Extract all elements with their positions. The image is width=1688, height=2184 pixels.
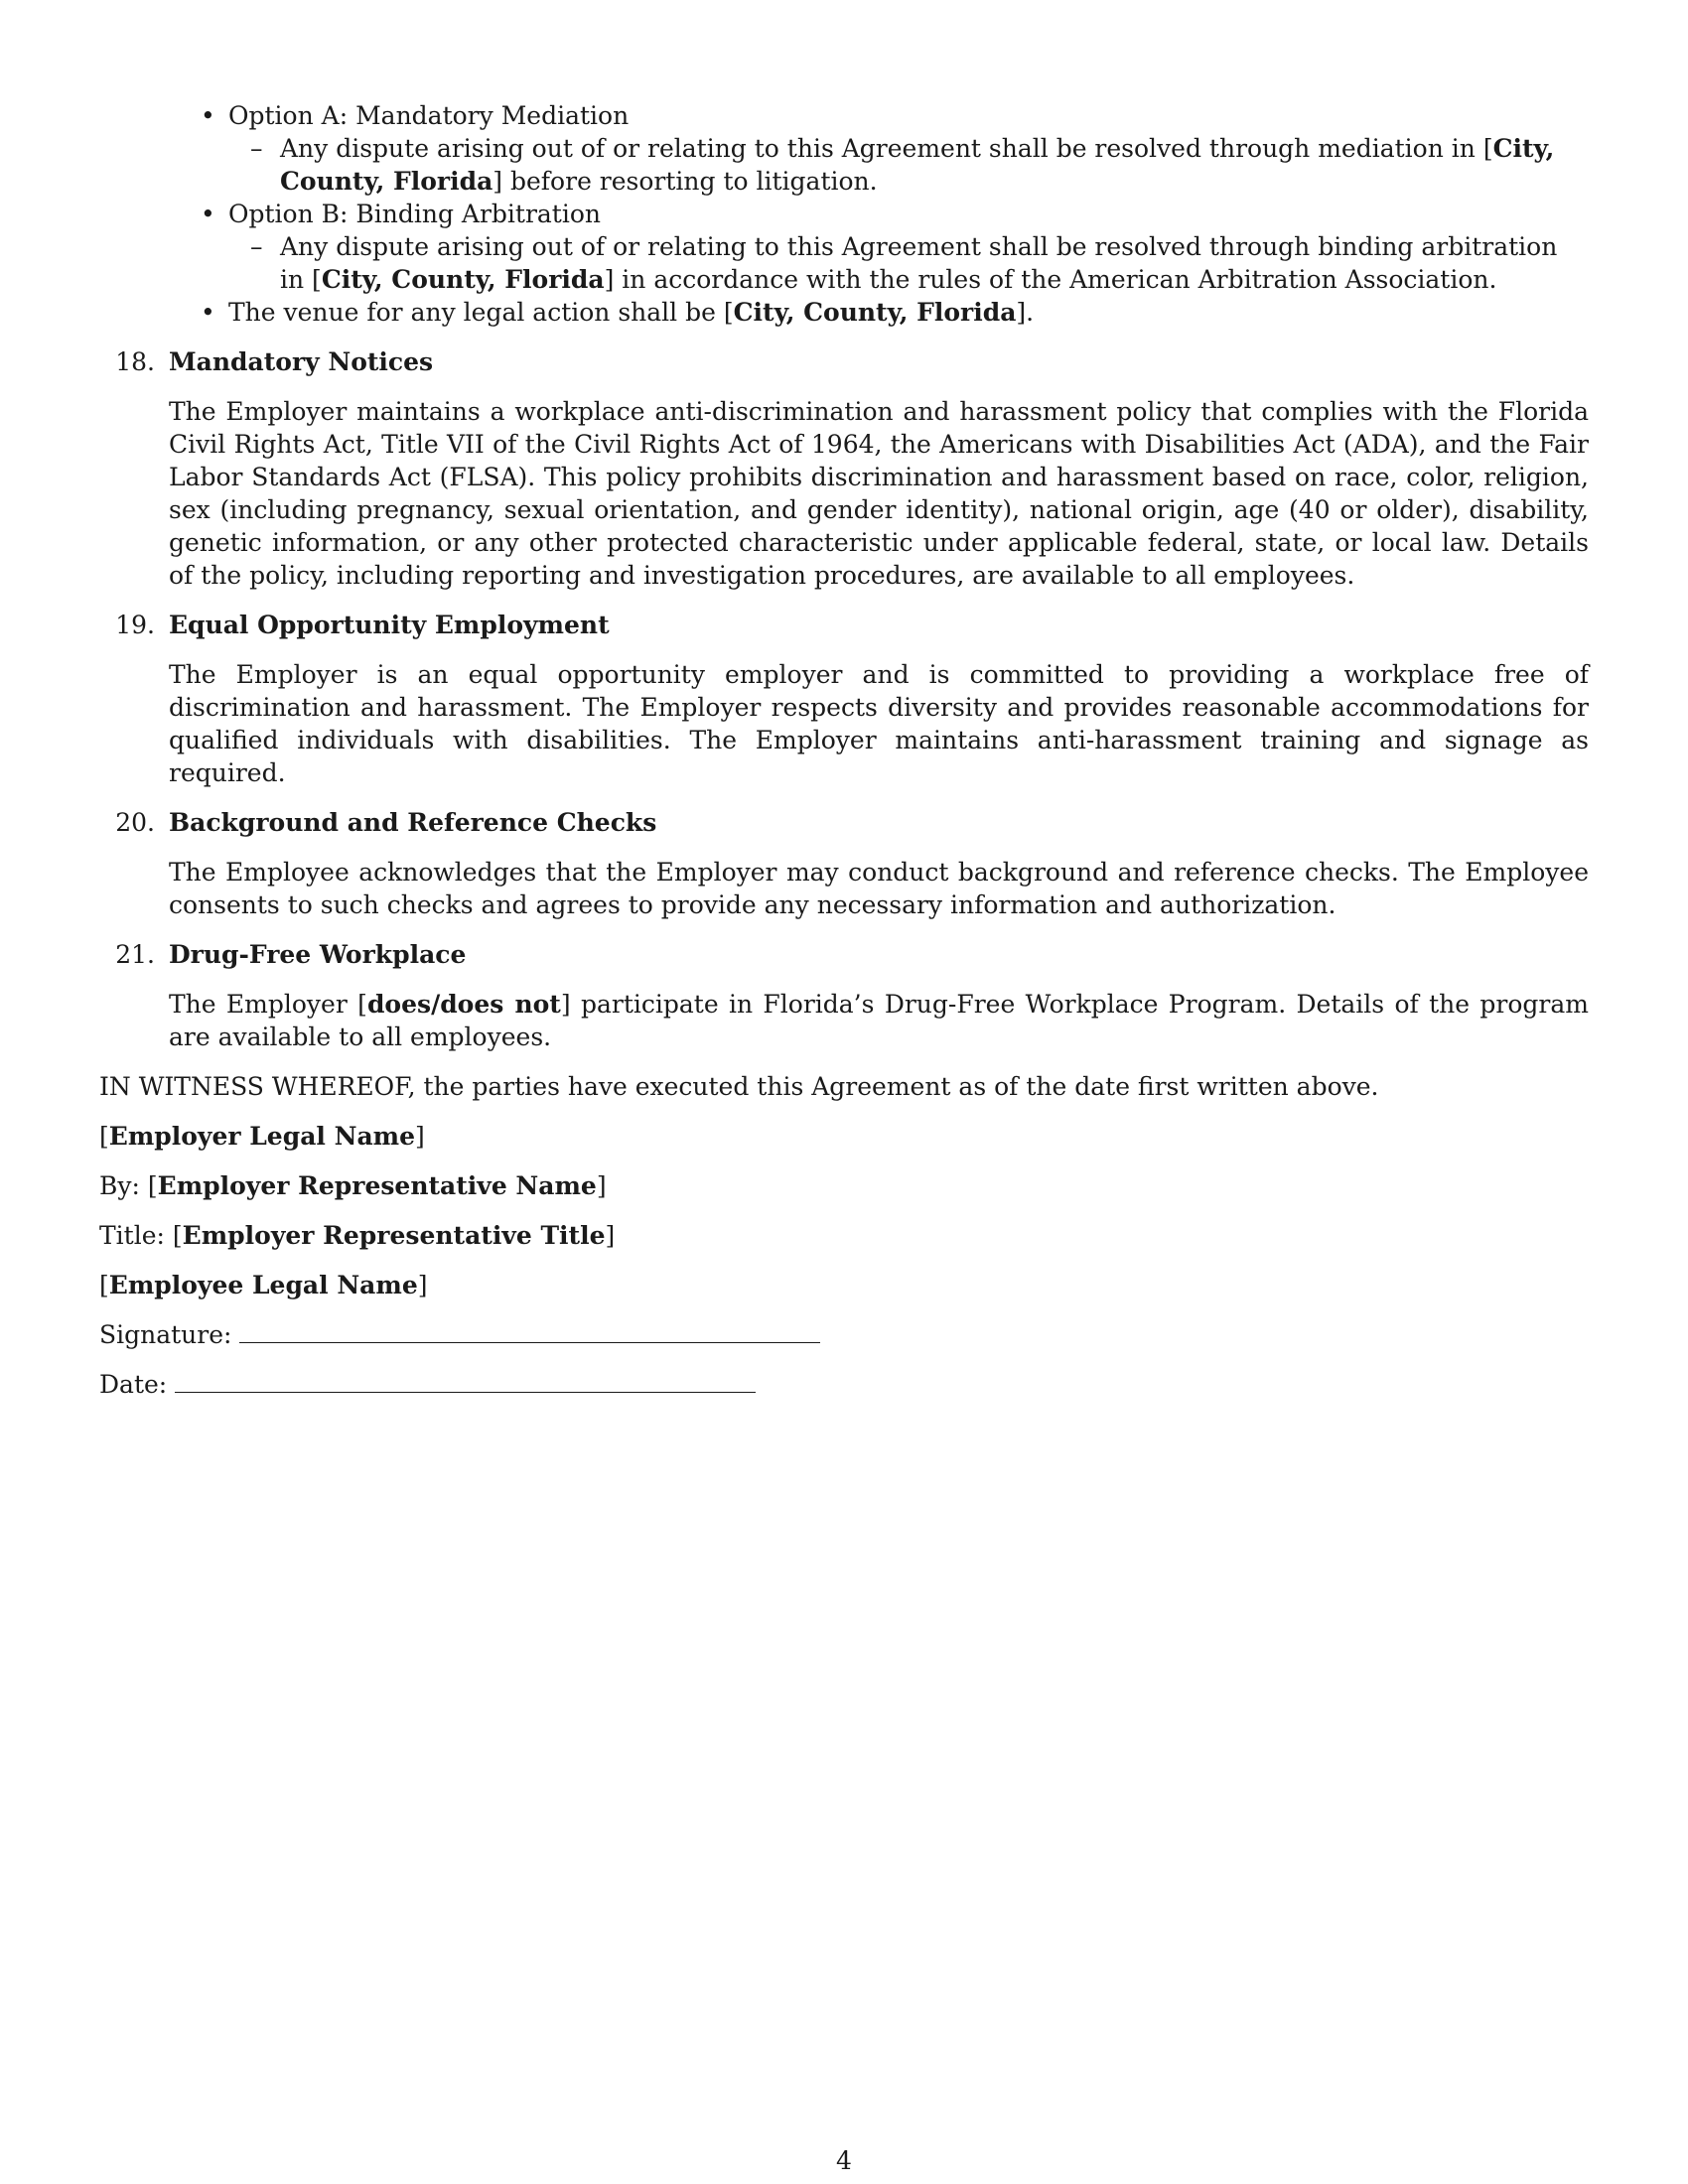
representative-title: Employer Representative Title [182,1221,606,1250]
section-mandatory-notices [99,345,1589,592]
signature-blank[interactable] [239,1318,820,1343]
option-b-item [99,198,1589,230]
section-number: 18. [115,347,155,376]
section-background-checks [99,806,1589,921]
bullet-icon: • [201,101,215,130]
section-title: Mandatory Notices [169,347,434,376]
option-a-label: Option A: Mandatory Mediation [228,101,630,130]
title-label: Title: [99,1221,173,1250]
page-number: 4 [836,2146,852,2175]
section-equal-opportunity [99,609,1589,789]
date-label: Date: [99,1370,176,1399]
employer-name-line: [Employer Legal Name] [99,1122,425,1151]
bullet-icon: • [201,298,215,327]
date-line [99,1368,1589,1401]
section-title: Background and Reference Checks [169,808,657,837]
section-title: Equal Opportunity Employment [169,611,610,639]
employee-legal-name: Employee Legal Name [108,1271,418,1299]
employer-legal-name: Employer Legal Name [108,1122,416,1151]
employee-name-line: [Employee Legal Name] [99,1271,428,1299]
representative-name: Employer Representative Name [157,1171,597,1200]
section-number: 19. [115,611,155,639]
option-a-item [99,99,1589,132]
section-body: The Employer maintains a workplace anti-discrimination and harassment policy that complies with the Florida Civil Rights Act, Title VII of the Civil Rights Act of 1964, the Americans with Disabilities Act (ADA), and the Fair Labor Standards Act (FLSA). This policy prohibits discrimination and harassment based on race, color, religion, sex (including pregnancy, sexual orientation, and gender identity), national origin, age (40 or older), disability, genetic information, or any other protected characteristic under applicable federal, state, or local law. Details of the policy, including reporting and investigation procedures, are available to all employees. [169,397,1589,590]
section-body: The Employer is an equal opportunity employer and is committed to providing a workplace free of discrimination and harassment. The Employer respects diversity and provides reasonable accommodations for qualified individuals with disabilities. The Employer maintains anti-harassment training and signage as required. [169,660,1589,787]
section-body: The Employer [does/does not] participate in Florida’s Drug-Free Workplace Program. Details of the program are available to all employees. [169,990,1589,1051]
bullet-icon: • [201,200,215,228]
section-heading [99,806,1589,839]
placeholder-participation: does/does not [366,990,561,1019]
date-blank[interactable] [175,1368,756,1393]
placeholder-location: City, County, Florida [321,265,605,294]
section-drug-free [99,938,1589,1053]
placeholder-location: City, County, Florida [733,298,1017,327]
witness-clause: IN WITNESS WHEREOF, the parties have executed this Agreement as of the date first written above. [99,1072,1379,1101]
dash-icon: – [250,134,263,163]
option-b-detail: – Any dispute arising out of or relating to this Agreement shall be resolved through binding arbitration in [City, County, Florida] in accordance with the rules of the American Arbitration Association. [250,232,1558,294]
section-body: The Employee acknowledges that the Employer may conduct background and reference checks. The Employee consents to such checks and agrees to provide any necessary information and authorization. [169,858,1589,919]
section-number: 20. [115,808,155,837]
section-number: 21. [115,940,155,969]
option-b-label: Option B: Binding Arbitration [228,200,601,228]
section-heading [99,938,1589,971]
by-label: By: [99,1171,148,1200]
section-heading [99,609,1589,641]
by-line: By: [Employer Representative Name] [99,1171,607,1200]
placeholder-location: City, County, Florida [280,134,1555,196]
document-page [99,99,1589,1401]
title-line: Title: [Employer Representative Title] [99,1221,616,1250]
signature-label: Signature: [99,1320,240,1349]
section-title: Drug-Free Workplace [169,940,467,969]
venue-item: • The venue for any legal action shall be [City, County, Florida]. [201,298,1035,327]
signature-line [99,1318,1589,1351]
dash-icon: – [250,232,263,261]
option-a-detail: – Any dispute arising out of or relating to this Agreement shall be resolved through mediation in [City, County, Florida] before resorting to litigation. [250,134,1555,196]
section-heading [99,345,1589,378]
